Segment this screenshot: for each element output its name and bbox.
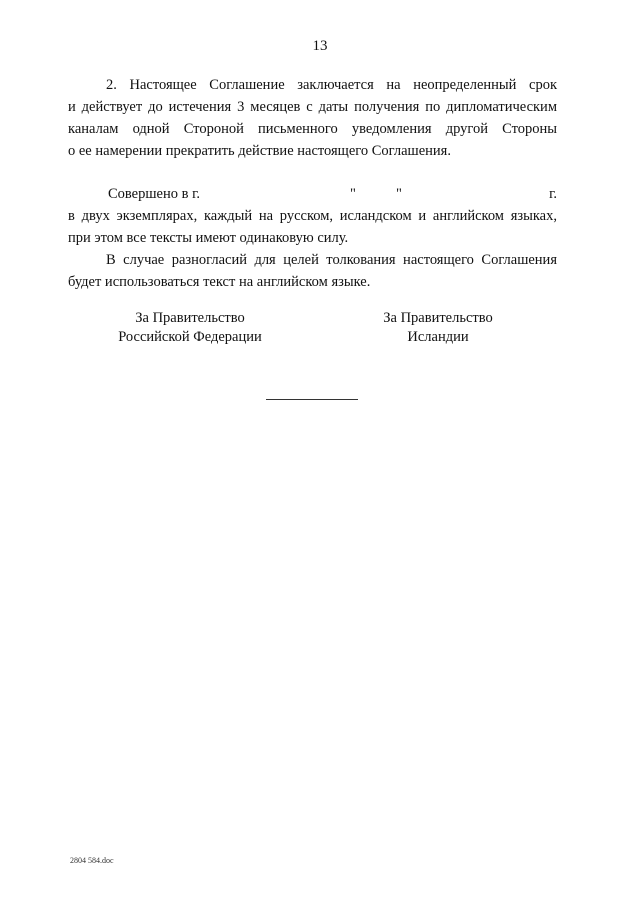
paragraph-2 [68, 74, 557, 162]
paragraph-2-line-4: о ее намерении прекратить действие настоящего Соглашения. [68, 143, 451, 159]
done-suffix: г. [549, 186, 557, 202]
dispute-line-2: будет использоваться текст на английском языке. [68, 274, 371, 290]
signature-iceland [338, 309, 538, 347]
quote-close: " [396, 186, 402, 202]
dispute-line-1: В случае разногласий для целей толкования настоящего Соглашения [106, 252, 557, 268]
paragraph-2-line-2: и действует до истечения 3 месяцев с даты получения по дипломатическим [68, 99, 557, 115]
done-line-1 [68, 183, 557, 205]
quote-open: " [350, 186, 356, 202]
signature-russia [90, 309, 290, 347]
page-number: 13 [312, 38, 328, 54]
dispute-paragraph [68, 249, 557, 293]
done-line-2: в двух экземплярах, каждый на русском, исландском и английском языках, [68, 208, 557, 224]
end-divider [266, 399, 358, 400]
paragraph-2-line-1: 2. Настоящее Соглашение заключается на неопределенный срок [106, 77, 557, 93]
done-line-3: при этом все тексты имеют одинаковую силу. [68, 230, 349, 246]
signature-iceland-line-1: За Правительство [383, 310, 493, 326]
footer-filename: 2804 584.doc [70, 856, 114, 865]
paragraph-2-line-3: каналам одной Стороной письменного уведомления другой Стороны [68, 121, 557, 137]
done-paragraph [68, 183, 557, 249]
signature-iceland-line-2: Исландии [407, 329, 469, 345]
document-body [68, 74, 557, 293]
signature-russia-line-2: Российской Федерации [118, 329, 262, 345]
done-prefix: Совершено в г. [108, 186, 201, 202]
signature-russia-line-1: За Правительство [135, 310, 245, 326]
date-quotes [350, 183, 442, 205]
